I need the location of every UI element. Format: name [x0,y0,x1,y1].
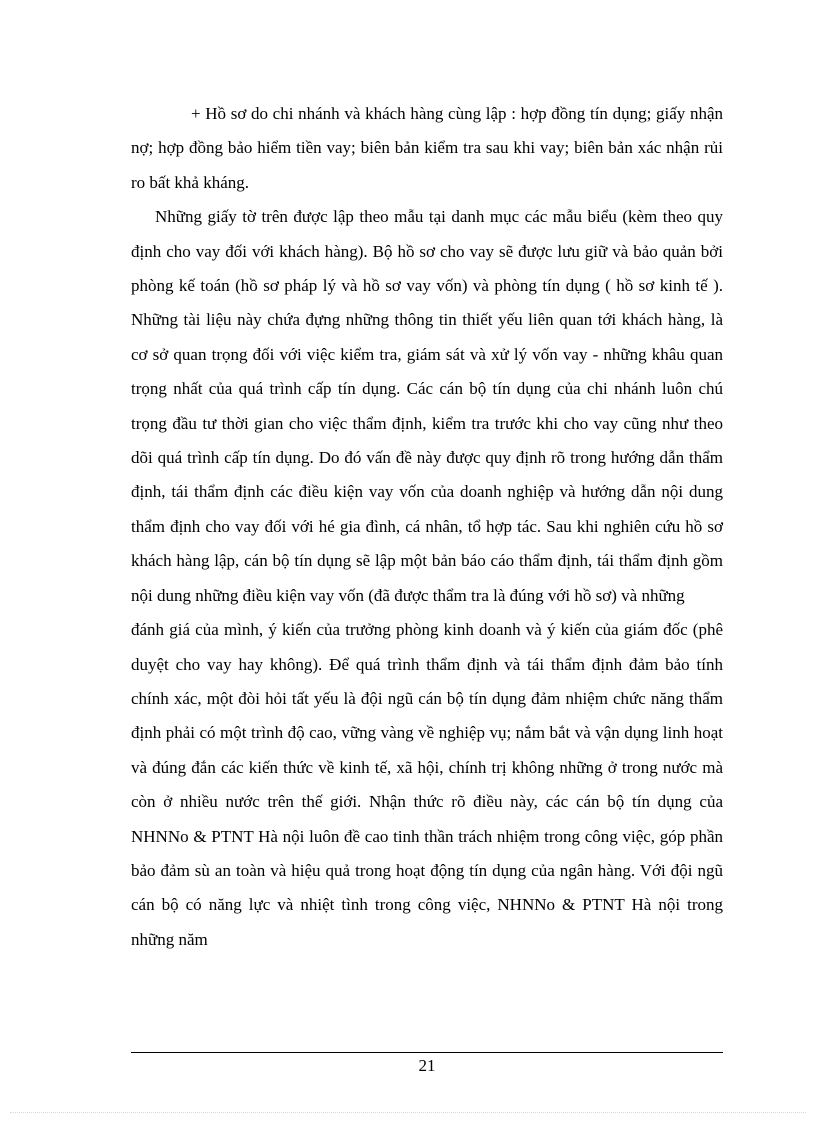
body-text [131,97,723,957]
paragraph-document-storage: Những giấy tờ trên được lập theo mẫu tại danh mục các mẫu biểu (kèm theo quy định cho vay đối với khách hàng). Bộ hồ sơ cho vay sẽ được lưu giữ và bảo quản bởi phòng kế toán (hồ sơ pháp lý và hồ sơ vay vốn) và phòng tín dụng ( hồ sơ kinh tế ). Những tài liệu này chứa đựng những thông tin thiết yếu liên quan tới khách hàng, là cơ sở quan trọng đối với việc kiểm tra, giám sát và xử lý vốn vay - những khâu quan trọng nhất của quá trình cấp tín dụng. Các cán bộ tín dụng của chi nhánh luôn chú trọng đầu tư thời gian cho việc thẩm định, kiểm tra trước khi cho vay cũng như theo dõi quá trình cấp tín dụng. Do đó vấn đề này được quy định rõ trong hướng dẫn thẩm định, tái thẩm định các điều kiện vay vốn của doanh nghiệp và hướng dẫn nội dung thẩm định cho vay đối với hé gia đình, cá nhân, tổ hợp tác. Sau khi nghiên cứu hồ sơ khách hàng lập, cán bộ tín dụng sẽ lập một bản báo cáo thẩm định, tái thẩm định gồm nội dung những điều kiện vay vốn (đã được thẩm tra là đúng với hồ sơ) và những [131,207,723,605]
page-number: 21 [418,1056,436,1075]
footer-divider [131,1052,723,1053]
paragraph-loan-records: + Hồ sơ do chi nhánh và khách hàng cùng lập : hợp đồng tín dụng; giấy nhận nợ; hợp đồng bảo hiểm tiền vay; biên bản kiểm tra sau khi vay; biên bản xác nhận rủi ro bất khả kháng. [131,104,723,192]
page-edge-divider [10,1112,806,1113]
paragraph-appraisal-staff: đánh giá của mình, ý kiến của trưởng phòng kinh doanh và ý kiến của giám đốc (phê duyệt cho vay hay không). Để quá trình thẩm định và tái thẩm định đảm bảo tính chính xác, một đòi hỏi tất yếu là đội ngũ cán bộ tín dụng đảm nhiệm chức năng thẩm định phải có một trình độ cao, vững vàng về nghiệp vụ; nắm bắt và vận dụng linh hoạt và đúng đắn các kiến thức về kinh tế, xã hội, chính trị không những ở trong nước mà còn ở nhiều nước trên thế giới. Nhận thức rõ điều này, các cán bộ tín dụng của NHNNo & PTNT Hà nội luôn đề cao tinh thần trách nhiệm trong công việc, góp phần bảo đảm sù an toàn và hiệu quả trong hoạt động tín dụng của ngân hàng. Với đội ngũ cán bộ có năng lực và nhiệt tình trong công việc, NHNNo & PTNT Hà nội trong những năm [131,620,723,949]
